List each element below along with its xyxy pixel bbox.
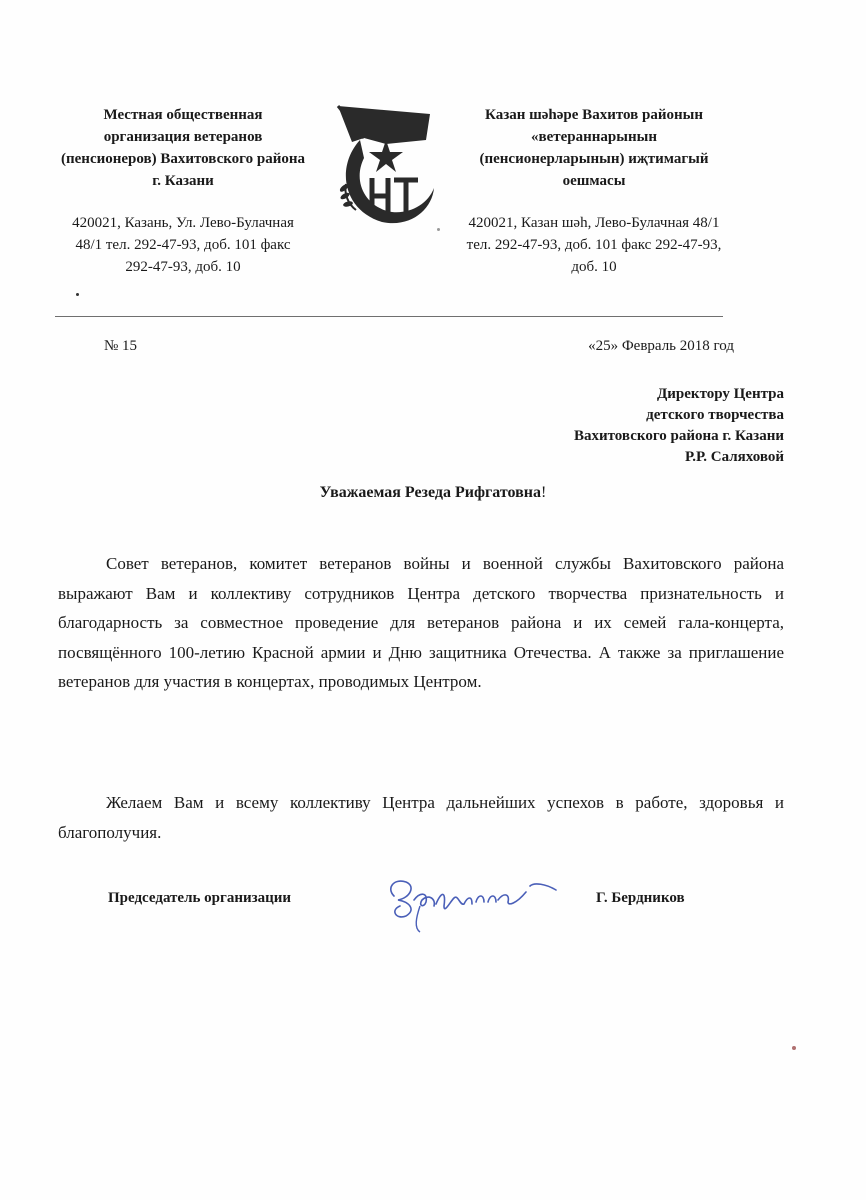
body-paragraph: Желаем Вам и всему коллективу Центра дальнейших успехов в работе, здоровья и благополучия. — [58, 793, 784, 842]
signer-title: Председатель организации — [108, 890, 292, 906]
header-divider — [55, 316, 723, 317]
addressee-line: детского творчества — [646, 407, 784, 423]
header-left — [60, 104, 306, 278]
signer-name: Г. Бердников — [596, 890, 685, 906]
address-tatar: 420021, Казан шәһ, Лево-Булачная 48/1 тел. 292-47-93, доб. 101 факс 292-47-93, доб. 10 — [466, 215, 722, 275]
letter-number: № 15 — [104, 338, 138, 354]
stray-dot — [76, 293, 79, 296]
addressee-line: Директору Центра — [656, 386, 784, 402]
addressee-line: Р.Р. Саляховой — [684, 449, 784, 465]
salutation-mark: ! — [541, 484, 547, 501]
addressee-block — [574, 384, 784, 468]
body-paragraph: Совет ветеранов, комитет ветеранов войны и военной службы Вахитовского района выражают Вам и коллективу сотрудников Центра детского творчества признательность и благодарность за совместное проведение для ветеранов района и их семей гала-концерта, посвящённого 100-летию Красной армии и Дню защитника Отечества. А также за приглашение ветеранов для участия в концертах, проводимых Центром. — [58, 554, 784, 691]
salutation — [0, 484, 866, 502]
signature — [380, 862, 576, 938]
org-name-russian: Местная общественная организация ветеранов (пенсионеров) Вахитовского района г. Казани — [61, 107, 305, 189]
letter-date: «25» Февраль 2018 год — [588, 338, 734, 354]
veterans-emblem-icon — [330, 100, 442, 228]
addressee-line: Вахитовского района г. Казани — [573, 428, 784, 444]
salutation-text: Уважаемая Резеда Рифгатовна — [319, 484, 541, 501]
paper-speck — [437, 228, 440, 231]
org-name-tatar: Казан шәһәре Вахитов районын «ветераннарынын (пенсионерларынын) иҗтимагый оешмасы — [479, 107, 709, 189]
paper-speck — [792, 1046, 796, 1050]
header-right — [462, 104, 726, 278]
address-russian: 420021, Казань, Ул. Лево-Булачная 48/1 тел. 292-47-93, доб. 101 факс 292-47-93, доб. 10 — [72, 215, 294, 275]
